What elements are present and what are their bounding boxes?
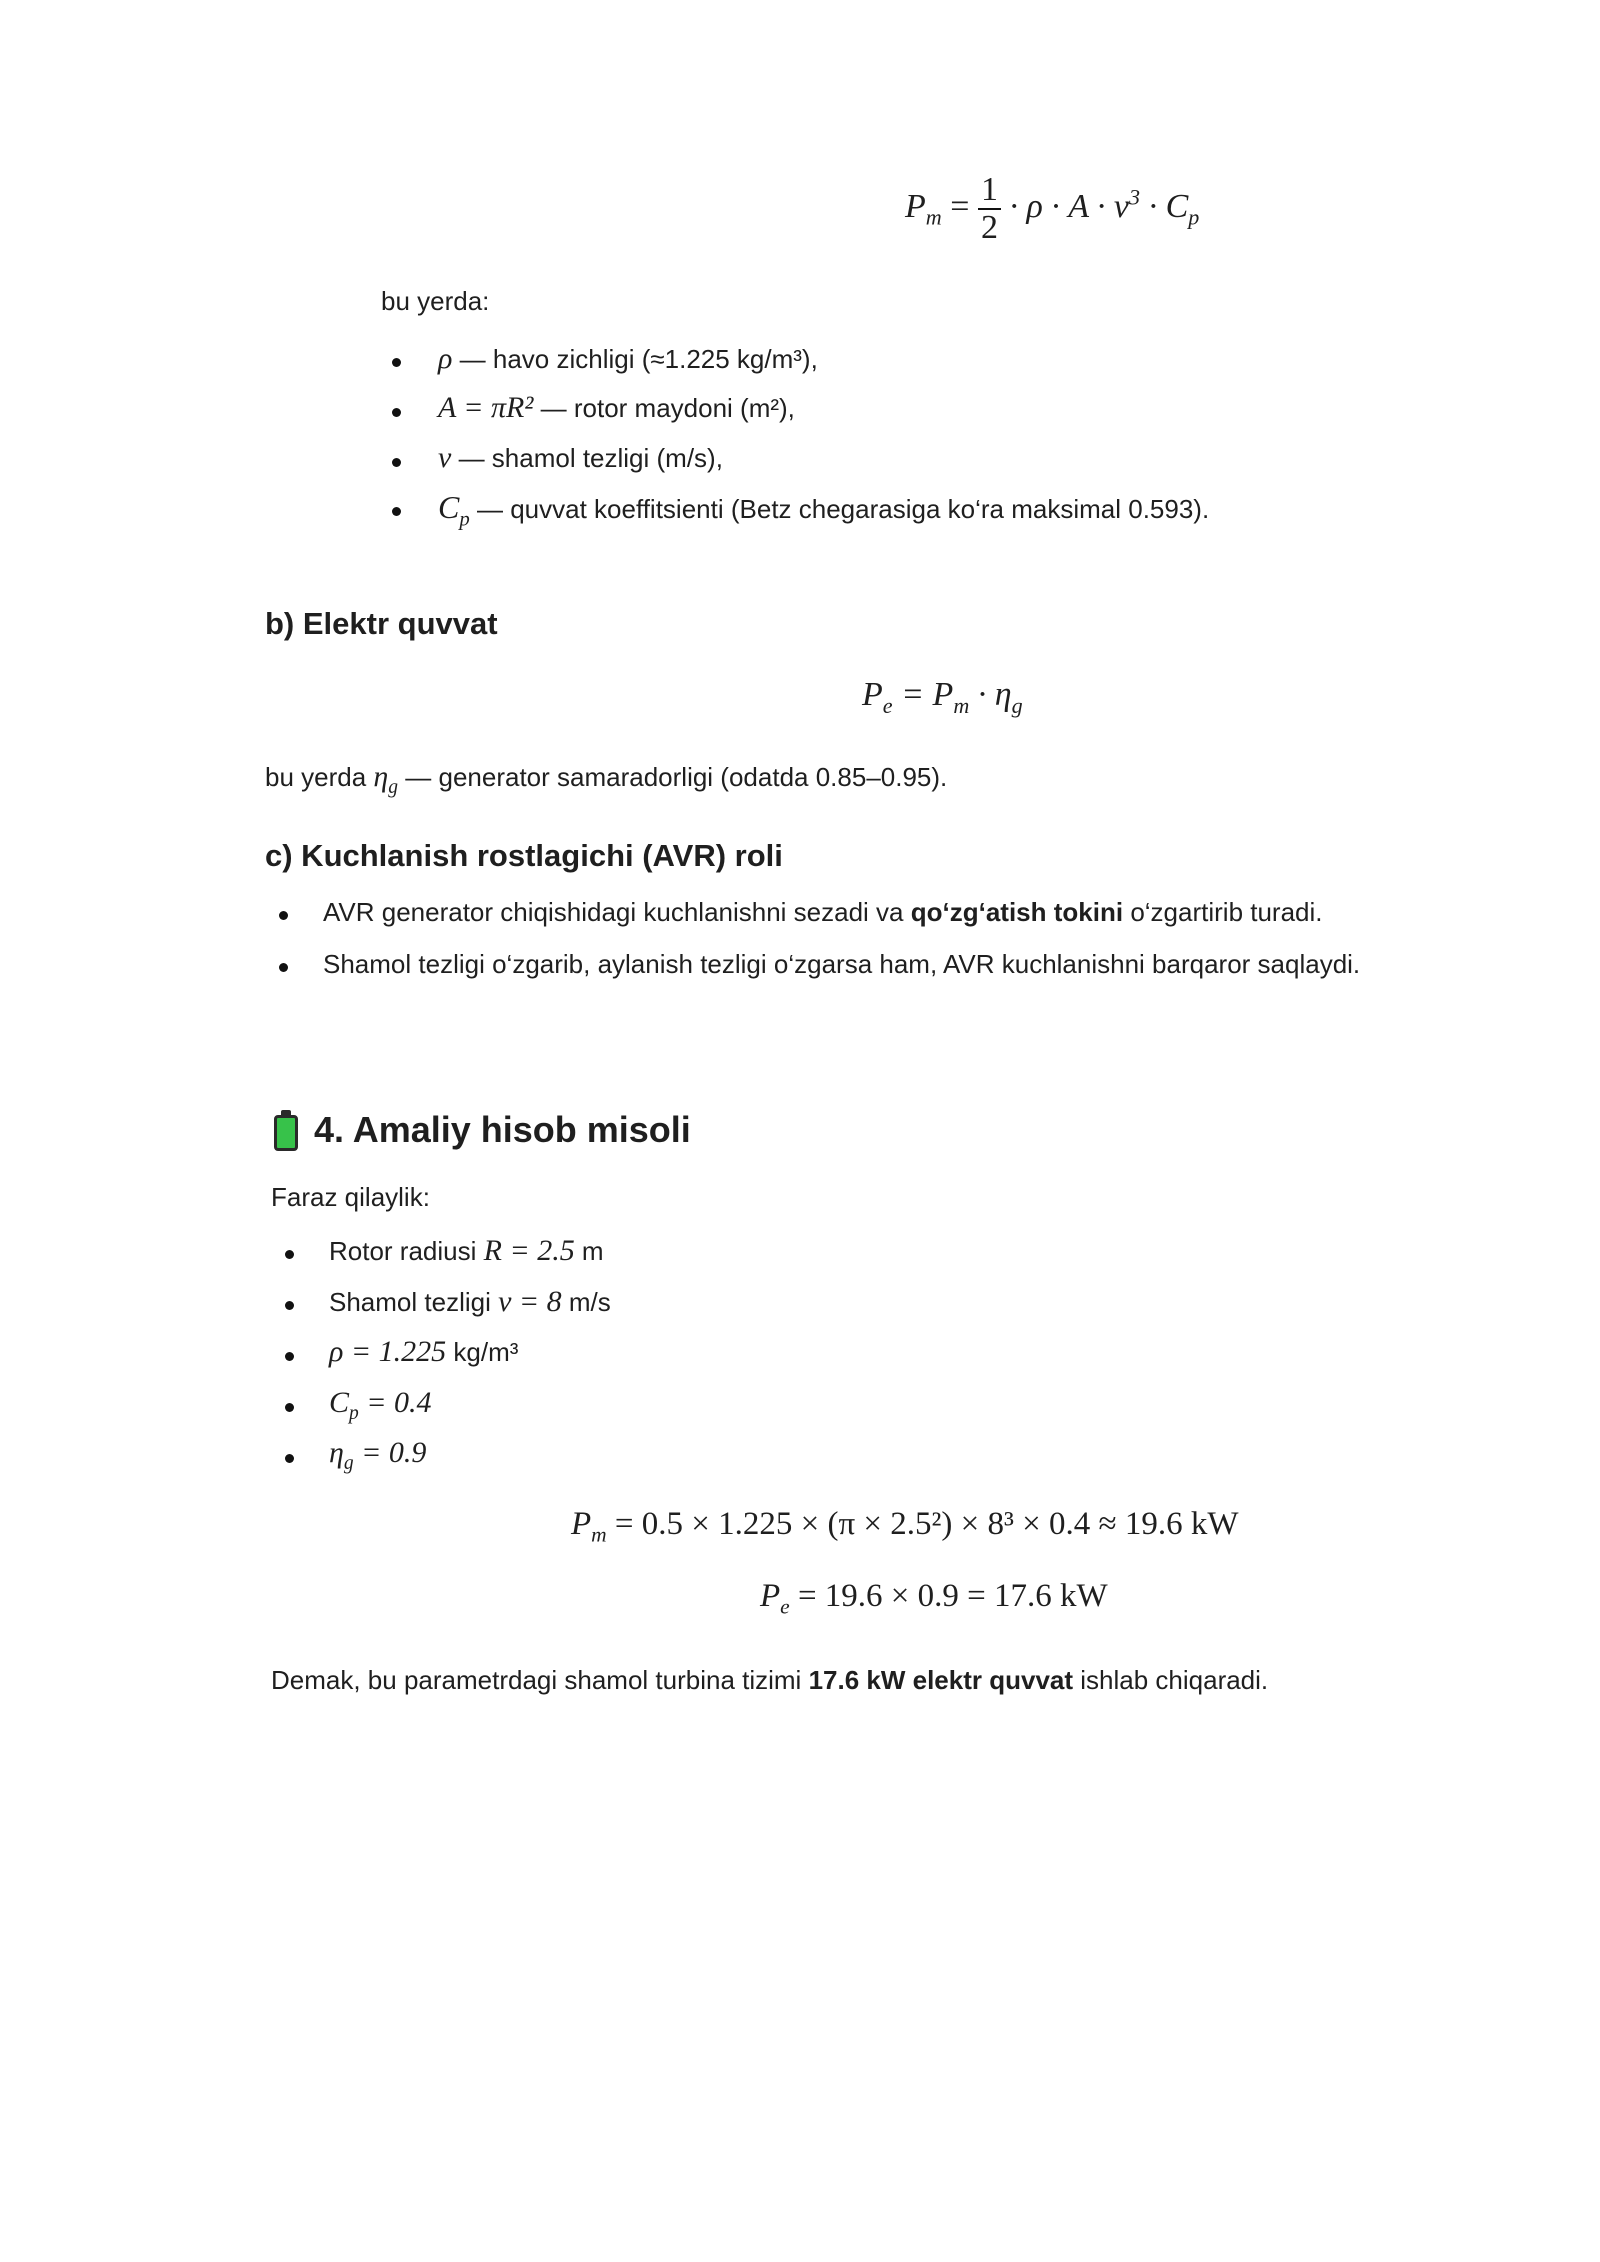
bullet <box>392 507 401 516</box>
where-item-cp: $C_p$ — quvvat koeffitsienti (Betz chegarasiga ko‘ra maksimal 0.593). <box>438 489 1210 531</box>
where-item-rho: ρ — havo zichligi (≈1.225 kg/m³), <box>438 342 818 375</box>
param-eta: $\eta_g = 0.9$ <box>329 1436 427 1474</box>
section-b-heading: b) Elektr quvvat <box>265 606 498 641</box>
conclusion: Demak, bu parametrdagi shamol turbina tizimi 17.6 kW elektr quvvat ishlab chiqaradi. <box>271 1665 1269 1695</box>
param-wind-speed: Shamol tezligi v = 8 m/s <box>329 1285 611 1318</box>
bullet <box>285 1250 294 1259</box>
avr-item-2: Shamol tezligi o‘zgarib, aylanish tezligi o‘zgarsa ham, AVR kuchlanishni barqaror saqlaydi. <box>323 949 1361 979</box>
bullet <box>279 911 288 920</box>
formula-mechanical-power: $P_m$ = $\frac{1}{2}$ · $\rho \cdot A \cdot v^3 \cdot C_p$ <box>905 171 1200 246</box>
bullet <box>392 408 401 417</box>
bullet <box>285 1352 294 1361</box>
param-density: ρ = 1.225 kg/m³ <box>329 1335 519 1368</box>
bullet <box>279 963 288 972</box>
section-4-intro: Faraz qilaylik: <box>271 1182 430 1212</box>
bullet <box>285 1301 294 1310</box>
avr-item-1: AVR generator chiqishidagi kuchlanishni sezadi va qo‘zg‘atish tokini o‘zgartirib turadi. <box>323 897 1323 927</box>
section-4-heading: 4. Amaliy hisob misoli <box>314 1109 691 1150</box>
bullet <box>392 358 401 367</box>
formula-electric-power: $P_e = P_m \cdot \eta_g$ <box>862 676 1023 718</box>
where-item-velocity: v — shamol tezligi (m/s), <box>438 441 723 474</box>
calc-electric-power: $P_e = 19.6 \times 0.9 = 17.6$ kW <box>760 1578 1108 1619</box>
where-item-area: A = πR² — rotor maydoni (m²), <box>438 391 795 424</box>
section-b-note: bu yerda $\eta_g$ — generator samaradorligi (odatda 0.85–0.95). <box>265 760 948 798</box>
param-radius: Rotor radiusi R = 2.5 m <box>329 1234 604 1267</box>
fraction-one-half: $\frac{1}{2}$ <box>978 172 1001 246</box>
calc-mechanical-power: $P_m = 0.5 \times 1.225 \times (\pi \times 2.5^2) \times 8^3 \times 0.4 \approx 19.6$ kW <box>571 1506 1239 1547</box>
bullet <box>285 1403 294 1412</box>
param-cp: $C_p = 0.4$ <box>329 1386 432 1424</box>
battery-icon <box>274 1115 298 1151</box>
where-label: bu yerda: <box>381 286 490 316</box>
bullet <box>285 1454 294 1463</box>
section-c-heading: c) Kuchlanish rostlagichi (AVR) roli <box>265 838 783 873</box>
bullet <box>392 458 401 467</box>
